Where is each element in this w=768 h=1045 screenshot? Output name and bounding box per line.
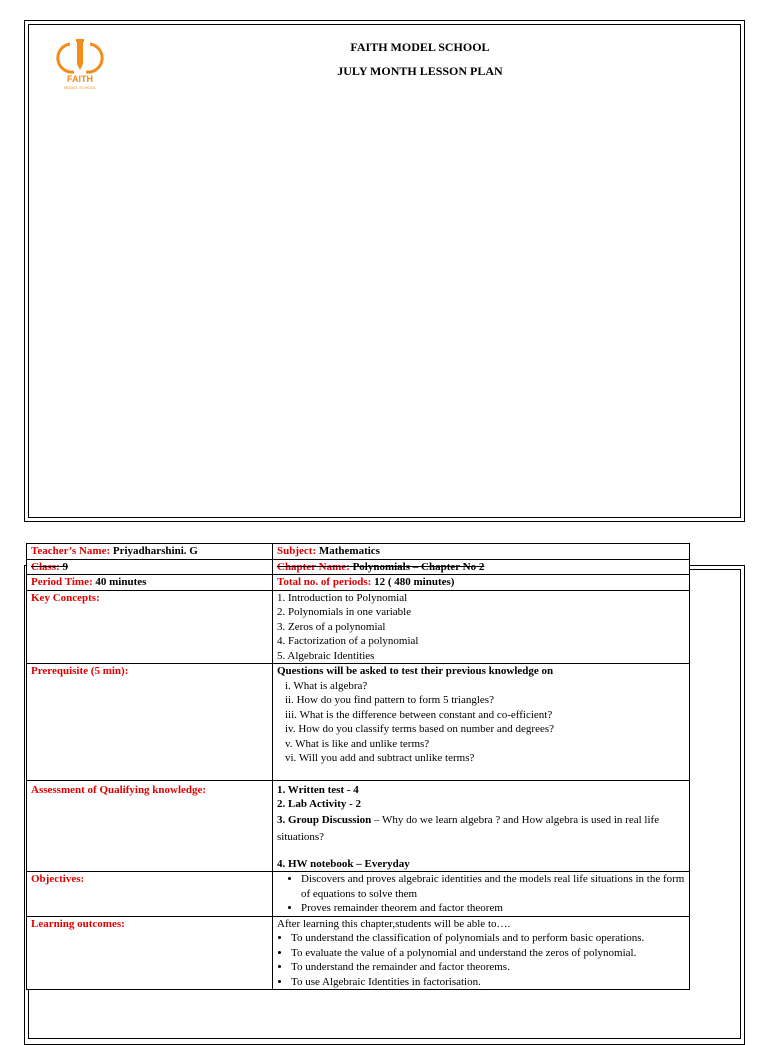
objectives-label-cell [27, 872, 273, 917]
subject-label: Subject: [277, 545, 317, 557]
assessment-label: Assessment of Qualifying knowledge: [31, 783, 207, 796]
period-time-value: 40 minutes [95, 576, 147, 588]
table-row [27, 872, 690, 917]
table-row [27, 590, 690, 664]
objectives-label: Objectives: [31, 873, 85, 885]
key-concept-item: 1. Introduction to Polynomial [277, 591, 408, 604]
key-concepts-label: Key Concepts: [31, 591, 100, 604]
chapter-label: Chapter Name: [277, 560, 350, 573]
table-row [27, 664, 690, 781]
objective-item: • Proves remainder theorem and factor theorem [301, 901, 685, 916]
teacher-label: Teacher’s Name: [31, 545, 111, 557]
table-row [27, 575, 690, 591]
subject-value: Mathematics [318, 545, 380, 557]
learning-outcomes-label: Learning outcomes: [31, 917, 125, 930]
prerequisite-cell [273, 664, 690, 781]
prerequisite-question: ii. How do you find pattern to form 5 triangles? [285, 694, 494, 706]
table-row [27, 916, 690, 990]
teacher-value: Priyadharshini. G [112, 545, 198, 557]
period-time-cell [27, 575, 273, 591]
key-concepts-label-cell [27, 590, 273, 664]
prerequisite-question: i. What is algebra? [285, 679, 368, 692]
assessment-cell [273, 780, 690, 872]
table-row [27, 544, 690, 560]
logo-subtext: MODEL SCHOOL [63, 85, 97, 90]
learning-outcomes-label-cell [27, 916, 273, 990]
key-concept-item: 5. Algebraic Identities [277, 649, 375, 662]
period-time-label: Period Time: [31, 576, 93, 588]
chapter-cell [273, 559, 690, 575]
key-concept-item: 2. Polynomials in one variable [277, 606, 412, 618]
table-row [27, 559, 690, 575]
prerequisite-heading: Questions will be asked to test their previous knowledge on [277, 665, 554, 677]
assessment-hw: 4. HW notebook – Everyday [277, 857, 410, 870]
prerequisite-label: Prerequisite (5 min): [31, 665, 129, 677]
total-periods-label: Total no. of periods: [277, 576, 372, 588]
chapter-value: Polynomials – Chapter No 2 [352, 560, 485, 573]
learning-outcome-item: • To use Algebraic Identities in factorisation. [291, 975, 685, 990]
lesson-plan-table [26, 543, 690, 990]
key-concept-item: 3. Zeros of a polynomial [277, 620, 386, 633]
plan-title: JULY MONTH LESSON PLAN [337, 64, 503, 78]
school-name: FAITH MODEL SCHOOL [350, 40, 490, 54]
assessment-lab: 2. Lab Activity - 2 [277, 798, 362, 810]
prerequisite-question: vi. Will you add and subtract unlike terms? [285, 752, 475, 764]
class-value: 9 [62, 560, 68, 573]
prerequisite-question: iv. How do you classify terms based on number and degrees? [285, 723, 555, 735]
prerequisite-label-cell [27, 664, 273, 781]
class-cell [27, 559, 273, 575]
learning-outcomes-intro: After learning this chapter,students will be able to…. [277, 917, 511, 930]
assessment-gd-text: – Why do we learn algebra ? and How algebra is used in real life situations? [277, 813, 660, 843]
total-periods-cell [273, 575, 690, 591]
assessment-gd-label: 3. Group Discussion [277, 813, 372, 826]
assessment-label-cell [27, 780, 273, 872]
objectives-cell [273, 872, 690, 917]
learning-outcome-item: • To evaluate the value of a polynomial and understand the zeros of polynomial. [291, 946, 685, 961]
table-row [27, 780, 690, 872]
prerequisite-question: iii. What is the difference between constant and co-efficient? [285, 708, 553, 721]
teacher-cell [27, 544, 273, 560]
learning-outcome-item: • To understand the classification of polynomials and to perform basic operations. [291, 931, 685, 946]
total-periods-value: 12 ( 480 minutes) [374, 576, 455, 588]
learning-outcome-item: • To understand the remainder and factor theorems. [291, 960, 685, 975]
learning-outcomes-cell [273, 916, 690, 990]
page-border-inner [28, 24, 741, 518]
class-label: Class: [31, 560, 60, 573]
prerequisite-question: v. What is like and unlike terms? [285, 737, 430, 750]
key-concept-item: 4. Factorization of a polynomial [277, 635, 419, 647]
subject-cell [273, 544, 690, 560]
objective-item: • Discovers and proves algebraic identities and the models real life situations in the form of equations to solve them [301, 872, 685, 901]
logo-text: FAITH [67, 74, 93, 84]
key-concepts-cell [273, 590, 690, 664]
assessment-written: 1. Written test - 4 [277, 783, 359, 796]
